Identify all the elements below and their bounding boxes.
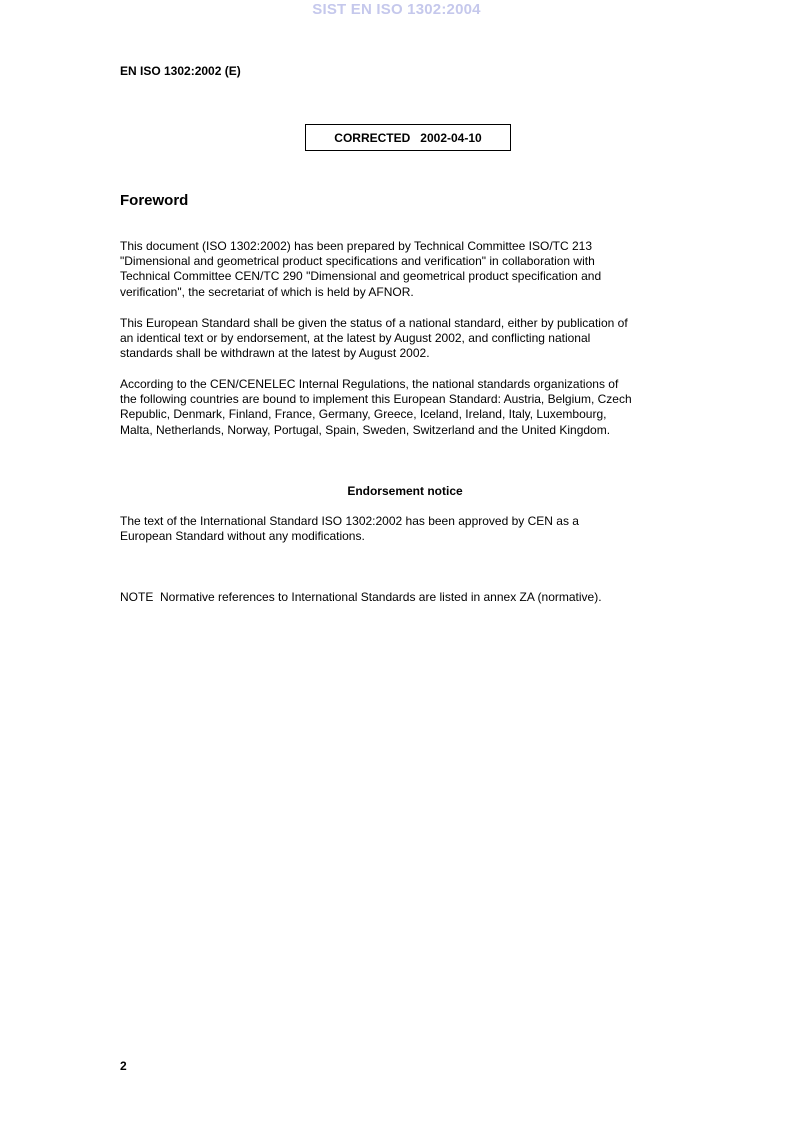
watermark: SIST EN ISO 1302:2004 (312, 1, 481, 18)
text-line: Malta, Netherlands, Norway, Portugal, Spain, Sweden, Switzerland and the United Kingdom. (120, 422, 611, 437)
text-line: an identical text or by endorsement, at the latest by August 2002, and conflicting national (120, 331, 591, 346)
endorsement-paragraph-1 (120, 514, 694, 544)
text-line: NOTE Normative references to International Standards are listed in annex ZA (normative). (120, 590, 602, 605)
text-line: Technical Committee CEN/TC 290 "Dimensional and geometrical product specification and (120, 269, 602, 284)
document-identifier: EN ISO 1302:2002 (E) (120, 64, 241, 78)
corrected-stamp: CORRECTED 2002-04-10 (305, 124, 511, 151)
text-line: standards shall be withdrawn at the latest by August 2002. (120, 346, 430, 361)
text-line: This document (ISO 1302:2002) has been prepared by Technical Committee ISO/TC 213 (120, 239, 593, 253)
foreword-heading: Foreword (120, 192, 189, 209)
text-line: European Standard without any modifications. (120, 529, 365, 544)
text-line: verification", the secretariat of which is held by AFNOR. (120, 284, 414, 299)
text-line: Republic, Denmark, Finland, France, Germany, Greece, Iceland, Ireland, Italy, Luxembourg, (120, 407, 607, 422)
foreword-paragraph-3 (120, 377, 694, 438)
text-line: The text of the International Standard ISO 1302:2002 has been approved by CEN as a (120, 514, 579, 528)
text-line: "Dimensional and geometrical product specifications and verification" in collaboration with (120, 254, 595, 269)
endorsement-heading: Endorsement notice (347, 484, 463, 498)
page-number: 2 (120, 1059, 127, 1073)
text-line: This European Standard shall be given the status of a national standard, either by publication of (120, 316, 628, 330)
foreword-paragraph-2 (120, 316, 694, 362)
endorsement-note (120, 560, 694, 621)
text-line: According to the CEN/CENELEC Internal Regulations, the national standards organizations of (120, 377, 619, 391)
text-line: the following countries are bound to implement this European Standard: Austria, Belgium, Czech (120, 392, 632, 407)
foreword-paragraph-1 (120, 239, 694, 300)
